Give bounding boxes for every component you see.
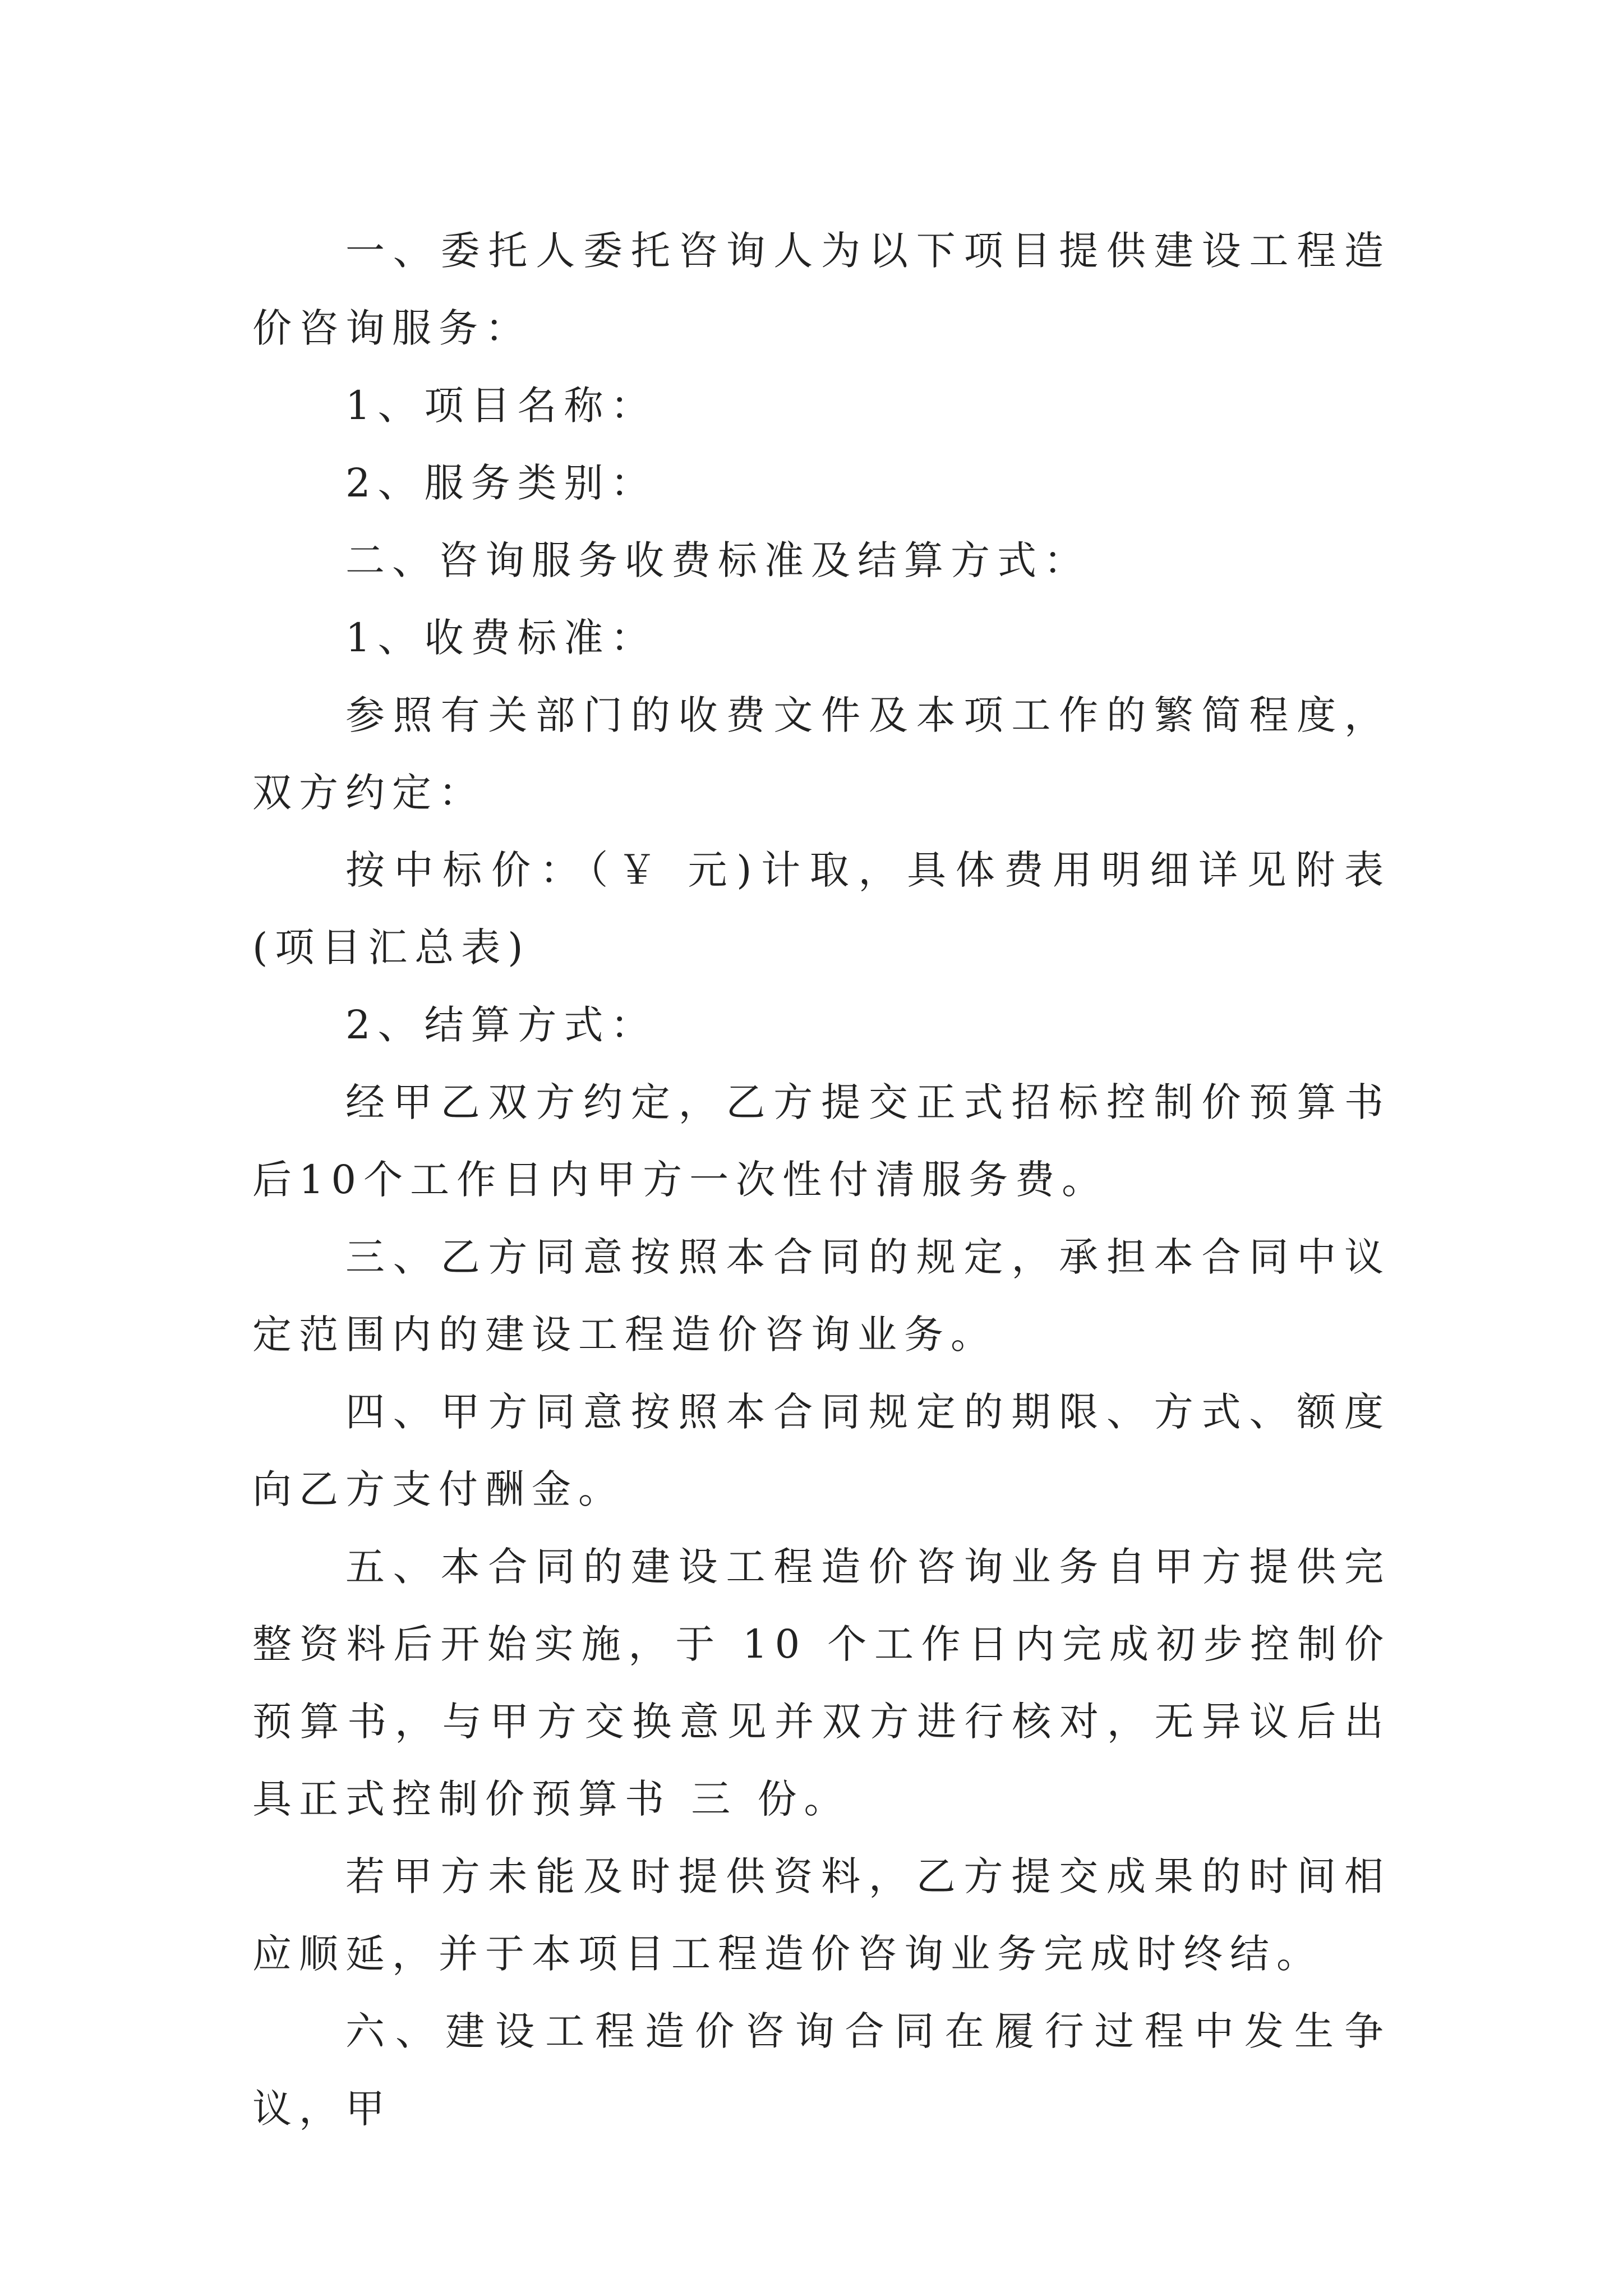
paragraph-bid-price: 按中标价：（￥ 元)计取，具体费用明细详见附表(项目汇总表): [252, 847, 1391, 970]
paragraph-fee-reference: 参照有关部门的收费文件及本项工作的繁简程度，双方约定：: [252, 692, 1391, 816]
paragraph-service-category: 2、服务类别：: [345, 460, 657, 506]
paragraph-clause-five: 五、本合同的建设工程造价咨询业务自甲方提供完整资料后开始实施，于 10 个工作日内完成初步控制价预算书，与甲方交换意见并双方进行核对，无异议后出具正式控制价预算书 三 份。: [252, 1544, 1391, 1822]
paragraph-clause-four: 四、甲方同意按照本合同规定的期限、方式、额度向乙方支付酬金。: [252, 1389, 1391, 1512]
paragraph-fee-heading: 二、咨询服务收费标准及结算方式：: [345, 537, 1090, 583]
paragraph-settlement-terms: 经甲乙双方约定，乙方提交正式招标控制价预算书后10个工作日内甲方一次性付清服务费。: [252, 1079, 1391, 1203]
paragraph-fee-standard: 1、收费标准：: [345, 615, 657, 661]
document-body: [252, 212, 1391, 2147]
paragraph-delay-clause: 若甲方未能及时提供资料，乙方提交成果的时间相应顺延，并于本项目工程造价咨询业务完成时终结。: [252, 1853, 1391, 1977]
paragraph-project-name: 1、项目名称：: [345, 383, 657, 429]
paragraph-settlement-method: 2、结算方式：: [345, 1002, 657, 1048]
paragraph-clause-six: 六、建设工程造价咨询合同在履行过程中发生争议，甲: [252, 2008, 1391, 2132]
paragraph-clause-three: 三、乙方同意按照本合同的规定，承担本合同中议定范围内的建设工程造价咨询业务。: [252, 1234, 1391, 1358]
paragraph-scope: 一、委托人委托咨询人为以下项目提供建设工程造价咨询服务：: [252, 228, 1391, 351]
